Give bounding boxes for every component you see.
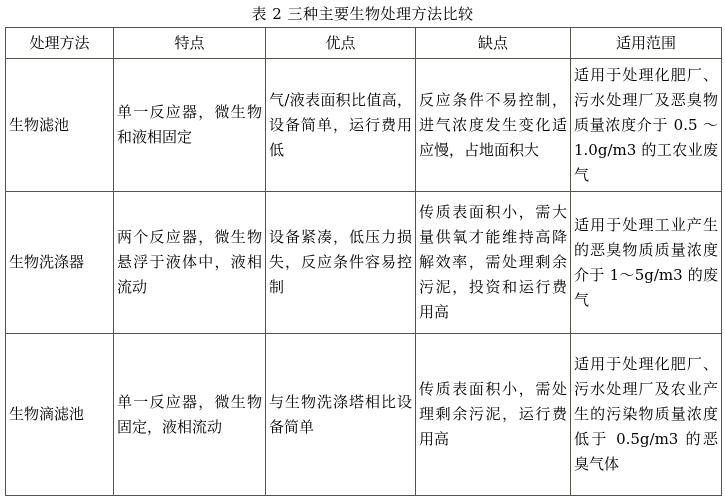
cell-scope: 适用于处理化肥厂、污水处理厂及恶臭物质量浓度介于 0.5 ～ 1.0g/m3 的工农业废气 — [571, 59, 722, 192]
cell-scope: 适用于处理化肥厂、污水处理厂及农业产生的污染物质量浓度低于 0.5g/m3 的恶臭气体 — [571, 334, 722, 496]
cell-disadvantage: 传质表面积小，需处理剩余污泥，运行费用高 — [416, 334, 571, 496]
header-advantage: 优点 — [266, 28, 416, 59]
cell-advantage: 气/液表面积比值高，设备简单，运行费用低 — [266, 59, 416, 192]
comparison-table — [5, 27, 722, 496]
header-method: 处理方法 — [6, 28, 114, 59]
cell-advantage: 设备紧凑，低压力损失，反应条件容易控制 — [266, 192, 416, 334]
cell-scope: 适用于处理工业产生的恶臭物质质量浓度介于 1～5g/m3 的废气 — [571, 192, 722, 334]
header-row — [6, 28, 722, 59]
cell-feature: 单一反应器，微生物固定，液相流动 — [114, 334, 266, 496]
header-disadvantage: 缺点 — [416, 28, 571, 59]
cell-method: 生物洗涤器 — [6, 192, 114, 334]
table-row — [6, 192, 722, 334]
cell-method: 生物滴滤池 — [6, 334, 114, 496]
cell-feature: 单一反应器，微生物和液相固定 — [114, 59, 266, 192]
table-row — [6, 59, 722, 192]
table-row — [6, 334, 722, 496]
cell-advantage: 与生物洗涤塔相比设备简单 — [266, 334, 416, 496]
cell-feature: 两个反应器，微生物悬浮于液体中，液相流动 — [114, 192, 266, 334]
header-scope: 适用范围 — [571, 28, 722, 59]
cell-method: 生物滤池 — [6, 59, 114, 192]
cell-disadvantage: 反应条件不易控制，进气浓度发生变化适应慢，占地面积大 — [416, 59, 571, 192]
cell-disadvantage: 传质表面积小，需大量供氧才能维持高降解效率，需处理剩余污泥，投资和运行费用高 — [416, 192, 571, 334]
header-feature: 特点 — [114, 28, 266, 59]
table-title: 表 2 三种主要生物处理方法比较 — [251, 5, 474, 23]
